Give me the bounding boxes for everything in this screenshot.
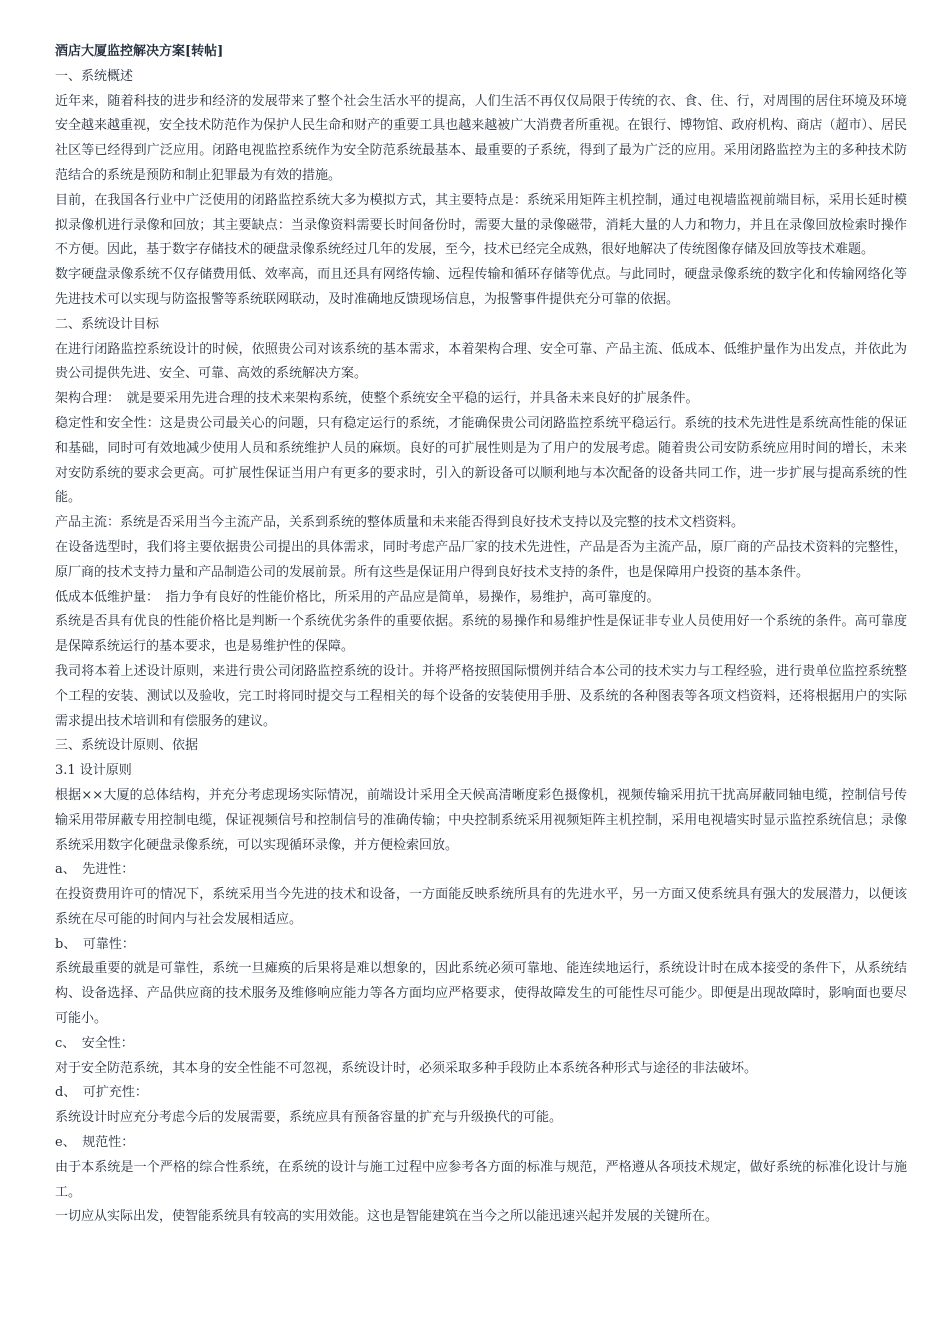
paragraph: 我司将本着上述设计原则，来进行贵公司闭路监控系统的设计。并将严格按照国际惯例并结合本公司的技术实力与工程经验，进行贵单位监控系统整个工程的安装、测试以及验收，完工时将同时提交与工程相关的每个设备的安装使用手册、及系统的各种图表等各项文档资料，还将根据用户的实际需求提出技术培训和有偿服务的建议。: [55, 663, 907, 729]
list-item-heading: e、 规范性：: [55, 1135, 135, 1151]
paragraph: 在投资费用许可的情况下，系统采用当今先进的技术和设备，一方面能反映系统所具有的先进水平，另一方面又使系统具有强大的发展潜力，以便该系统在尽可能的时间内与社会发展相适应。: [55, 887, 907, 927]
section-heading: 三、系统设计原则、依据: [55, 738, 199, 754]
paragraph: 近年来，随着科技的进步和经济的发展带来了整个社会生活水平的提高，人们生活不再仅仅局限于传统的衣、食、住、行，对周围的居住环境及环境安全越来越重视，安全技术防范作为保护人民生命和财产的重要工具也越来越被广大消费者所重视。在银行、博物馆、政府机构、商店（超市）、居民社区等已经得到广泛应用。闭路电视监控系统作为安全防范系统最基本、最重要的子系统，得到了最为广泛的应用。采用闭路监控为主的多种技术防范结合的系统是预防和制止犯罪最为有效的措施。: [55, 93, 907, 183]
paragraph: 低成本低维护量： 指力争有良好的性能价格比，所采用的产品应是简单，易操作，易维护，高可靠度的。: [55, 589, 660, 605]
list-item-heading: c、 安全性：: [55, 1035, 134, 1051]
list-item-heading: a、 先进性：: [55, 862, 135, 878]
paragraph: 系统最重要的就是可靠性，系统一旦瘫痪的后果将是难以想象的，因此系统必须可靠地、能连续地运行，系统设计时在成本接受的条件下，从系统结构、设备选择、产品供应商的技术服务及维修响应能力等各方面均应严格要求，使得故障发生的可能性尽可能少。即便是出现故障时，影响面也要尽可能小。: [55, 961, 907, 1027]
paragraph: 根据××大厦的总体结构，并充分考虑现场实际情况，前端设计采用全天候高清晰度彩色摄像机，视频传输采用抗干扰高屏蔽同轴电缆，控制信号传输采用带屏蔽专用控制电缆，保证视频信号和控制信号的准确传输；中央控制系统采用视频矩阵主机控制，采用电视墙实时显示监控系统信息；录像系统采用数字化硬盘录像系统，可以实现循环录像，并方便检索回放。: [55, 787, 907, 853]
paragraph: 在设备选型时，我们将主要依据贵公司提出的具体需求，同时考虑产品厂家的技术先进性，产品是否为主流产品，原厂商的产品技术资料的完整性，原厂商的技术支持力量和产品制造公司的发展前景。所有这些是保证用户得到良好技术支持的条件，也是保障用户投资的基本条件。: [55, 539, 907, 580]
list-item-heading: d、 可扩充性：: [55, 1085, 148, 1101]
paragraph: 系统设计时应充分考虑今后的发展需要，系统应具有预备容量的扩充与升级换代的可能。: [55, 1110, 563, 1126]
document-title: 酒店大厦监控解决方案[转帖]: [55, 44, 224, 59]
subsection-heading: 3.1 设计原则: [55, 763, 132, 779]
section-heading: 二、系统设计目标: [55, 316, 160, 332]
paragraph: 稳定性和安全性：这是贵公司最关心的问题，只有稳定运行的系统，才能确保贵公司闭路监控系统平稳运行。系统的技术先进性是系统高性能的保证和基础，同时可有效地减少使用人员和系统维护人员的麻烦。良好的可扩展性则是为了用户的发展考虑。随着贵公司安防系统应用时间的增长，未来对安防系统的要求会更高。可扩展性保证当用户有更多的要求时，引入的新设备可以顺利地与本次配备的设备共同工作，进一步扩展与提高系统的性能。: [55, 415, 907, 506]
paragraph: 目前，在我国各行业中广泛使用的闭路监控系统大多为模拟方式，其主要特点是：系统采用矩阵主机控制，通过电视墙监视前端目标，采用长延时模拟录像机进行录像和回放；其主要缺点：当录像资料需要长时间备份时，需要大量的录像磁带，消耗大量的人力和物力，并且在录像回放检索时操作不方便。因此，基于数字存储技术的硬盘录像系统经过几年的发展，至今，技术已经完全成熟，很好地解决了传统图像存储及回放等技术难题。: [55, 192, 907, 258]
document-page: [55, 40, 907, 1230]
paragraph: 架构合理： 就是要采用先进合理的技术来架构系统，使整个系统安全平稳的运行，并具备未来良好的扩展条件。: [55, 391, 699, 407]
paragraph: 产品主流：系统是否采用当今主流产品，关系到系统的整体质量和未来能否得到良好技术支持以及完整的技术文档资料。: [55, 515, 745, 531]
list-item-heading: b、 可靠性：: [55, 936, 135, 952]
paragraph: 由于本系统是一个严格的综合性系统，在系统的设计与施工过程中应参考各方面的标准与规范，严格遵从各项技术规定，做好系统的标准化设计与施工。: [55, 1159, 907, 1200]
paragraph: 在进行闭路监控系统设计的时候，依照贵公司对该系统的基本需求，本着架构合理、安全可靠、产品主流、低成本、低维护量作为出发点，并依此为贵公司提供先进、安全、可靠、高效的系统解决方案。: [55, 341, 907, 382]
paragraph: 对于安全防范系统，其本身的安全性能不可忽视，系统设计时，必须采取多种手段防止本系统各种形式与途径的非法破坏。: [55, 1060, 758, 1076]
paragraph: 一切应从实际出发，使智能系统具有较高的实用效能。这也是智能建筑在当今之所以能迅速兴起并发展的关键所在。: [55, 1209, 719, 1225]
section-heading: 一、系统概述: [55, 68, 134, 84]
paragraph: 数字硬盘录像系统不仅存储费用低、效率高，而且还具有网络传输、远程传输和循环存储等优点。与此同时，硬盘录像系统的数字化和传输网络化等先进技术可以实现与防盗报警等系统联网联动，及时准确地反馈现场信息，为报警事件提供充分可靠的依据。: [55, 267, 907, 307]
paragraph: 系统是否具有优良的性能价格比是判断一个系统优劣条件的重要依据。系统的易操作和易维护性是保证非专业人员使用好一个系统的条件。高可靠度是保障系统运行的基本要求，也是易维护性的保障。: [55, 614, 907, 655]
